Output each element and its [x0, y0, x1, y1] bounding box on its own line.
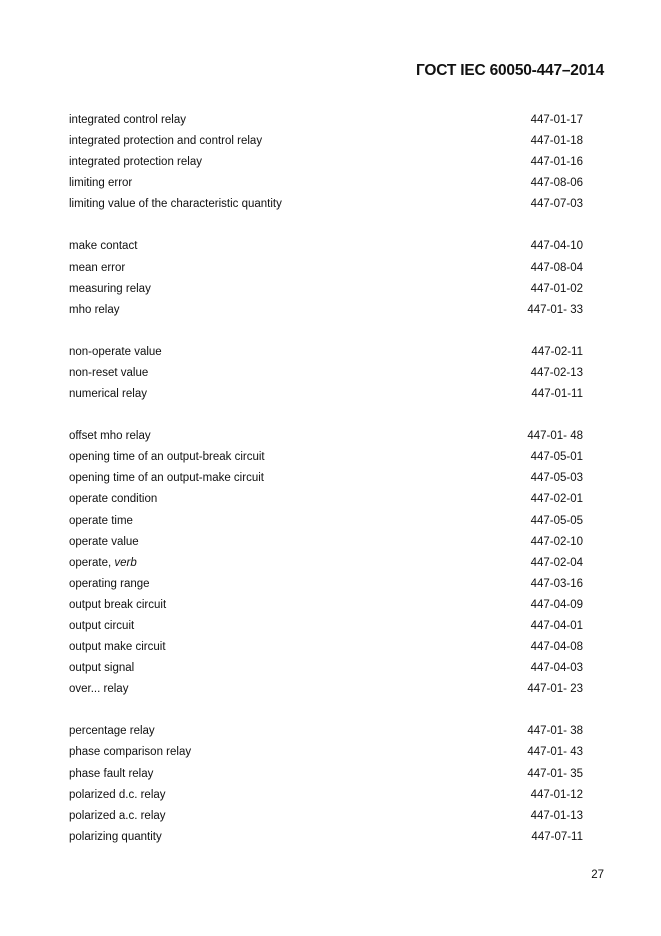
- entry-term: [69, 721, 155, 742]
- entry-code: 447-05-03: [530, 472, 583, 485]
- entry-code: 447-01-12: [530, 788, 583, 801]
- entry-term-text: offset mho relay: [69, 430, 151, 443]
- entry-term-text: operate value: [69, 535, 139, 548]
- index-entry: [69, 110, 583, 131]
- entry-term: [69, 110, 186, 131]
- entry-term-text: output signal: [69, 662, 135, 675]
- entry-term-text: output circuit: [69, 619, 135, 632]
- entry-term: [69, 384, 147, 405]
- index-entry: [69, 764, 583, 785]
- index-entry: [69, 194, 583, 215]
- entry-term-text: phase comparison relay: [69, 746, 192, 759]
- entry-term-text: integrated control relay: [69, 114, 186, 126]
- entry-term: [69, 616, 134, 637]
- entry-term: [69, 827, 162, 848]
- index-entry: [69, 637, 583, 658]
- index-entry: [69, 742, 583, 763]
- index-entry: [69, 574, 583, 595]
- index-entry: [69, 236, 583, 257]
- entry-term: [69, 658, 134, 679]
- entry-code: 447-05-05: [530, 514, 583, 527]
- index-entry: [69, 447, 583, 468]
- entry-code: 447-08-06: [530, 177, 583, 190]
- entry-code: 447-01- 33: [527, 303, 583, 316]
- entry-code: 447-01-02: [530, 282, 583, 295]
- entry-term: [69, 806, 166, 827]
- entry-term-text: operate,: [69, 556, 115, 569]
- entry-term: [69, 173, 132, 194]
- index-group: [69, 342, 583, 405]
- entry-code: 447-03-16: [530, 577, 583, 590]
- entry-term: [69, 637, 166, 658]
- entry-term-text: opening time of an output-make circuit: [69, 472, 264, 485]
- entry-term: [69, 553, 137, 574]
- entry-term-text: measuring relay: [69, 282, 151, 295]
- index-entry: [69, 827, 583, 848]
- index-group: [69, 236, 583, 320]
- entry-term-text: output make circuit: [69, 641, 166, 654]
- entry-code: 447-02-04: [530, 556, 583, 569]
- entry-term: [69, 152, 202, 173]
- index-entry: [69, 258, 583, 279]
- index-entry: [69, 363, 583, 384]
- entry-code: 447-05-01: [530, 451, 583, 464]
- entry-term-text: mean error: [69, 261, 126, 274]
- entry-term: [69, 532, 139, 553]
- entry-code: 447-01-18: [530, 135, 583, 148]
- entry-code: 447-02-11: [531, 345, 583, 358]
- entry-term-text: opening time of an output-break circuit: [69, 451, 265, 464]
- entry-term-text: non-operate value: [69, 345, 162, 358]
- entry-code: 447-08-04: [530, 261, 583, 274]
- index-group: [69, 721, 583, 848]
- index-entry: [69, 679, 583, 700]
- entry-term: [69, 300, 120, 321]
- index-entry: [69, 468, 583, 489]
- entry-code: 447-04-09: [530, 598, 583, 611]
- entry-term: [69, 426, 151, 447]
- entry-code: 447-02-13: [530, 366, 583, 379]
- entry-term: [69, 342, 162, 363]
- entry-term: [69, 194, 282, 215]
- entry-term-text: output break circuit: [69, 598, 167, 611]
- index-entry: [69, 131, 583, 152]
- entry-code: 447-04-08: [530, 641, 583, 654]
- entry-code: 447-01-11: [531, 388, 583, 401]
- entry-code: 447-01-13: [530, 809, 583, 822]
- entry-code: 447-07-11: [531, 830, 583, 843]
- entry-term-text: integrated protection and control relay: [69, 135, 263, 148]
- index-entry: [69, 279, 583, 300]
- entry-term-text: operating range: [69, 577, 150, 590]
- entry-term-text: integrated protection relay: [69, 156, 202, 169]
- entry-code: 447-07-03: [530, 198, 583, 211]
- entry-code: 447-02-01: [530, 493, 583, 506]
- entry-term-text: polarizing quantity: [69, 830, 162, 843]
- index-entry: [69, 152, 583, 173]
- entry-code: 447-01- 43: [527, 746, 583, 759]
- entry-term: [69, 785, 166, 806]
- entry-code: 447-01-16: [530, 156, 583, 169]
- entry-term-text: percentage relay: [69, 725, 155, 738]
- index-entry: [69, 173, 583, 194]
- index-entry: [69, 489, 583, 510]
- term-index: [69, 110, 583, 869]
- entry-code: 447-01- 48: [527, 430, 583, 443]
- entry-term-text: polarized a.c. relay: [69, 809, 166, 822]
- index-entry: [69, 721, 583, 742]
- entry-code: 447-04-01: [530, 619, 583, 632]
- entry-term: [69, 511, 133, 532]
- entry-term: [69, 679, 128, 700]
- document-header: ГОСТ IEC 60050-447–2014: [416, 62, 604, 79]
- index-entry: [69, 342, 583, 363]
- entry-code: 447-01-17: [530, 114, 583, 126]
- index-group: [69, 426, 583, 700]
- index-entry: [69, 595, 583, 616]
- entry-code: 447-04-03: [530, 662, 583, 675]
- entry-term-text: phase fault relay: [69, 767, 154, 780]
- entry-code: 447-01- 23: [527, 683, 583, 696]
- entry-term: [69, 764, 153, 785]
- entry-term: [69, 258, 125, 279]
- entry-term: [69, 236, 137, 257]
- entry-term-text: operate condition: [69, 493, 158, 506]
- entry-term-text: operate time: [69, 514, 133, 527]
- entry-term: [69, 489, 157, 510]
- entry-term: [69, 279, 151, 300]
- index-entry: [69, 553, 583, 574]
- entry-term: [69, 131, 262, 152]
- index-entry: [69, 616, 583, 637]
- entry-term-text: polarized d.c. relay: [69, 788, 166, 801]
- entry-term-text: numerical relay: [69, 388, 147, 401]
- index-entry: [69, 658, 583, 679]
- entry-code: 447-04-10: [530, 240, 583, 253]
- entry-term: [69, 468, 264, 489]
- entry-term: [69, 363, 148, 384]
- index-entry: [69, 384, 583, 405]
- index-entry: [69, 532, 583, 553]
- entry-code: 447-02-10: [530, 535, 583, 548]
- entry-term-text: limiting value of the characteristic quantity: [69, 198, 282, 211]
- index-entry: [69, 511, 583, 532]
- entry-code: 447-01- 35: [527, 767, 583, 780]
- index-entry: [69, 300, 583, 321]
- entry-term-text: mho relay: [69, 303, 120, 316]
- index-entry: [69, 785, 583, 806]
- entry-term: [69, 742, 191, 763]
- entry-code: 447-01- 38: [527, 725, 583, 738]
- entry-term: [69, 574, 150, 595]
- entry-term-text: make contact: [69, 240, 138, 253]
- index-group: [69, 110, 583, 215]
- entry-term-text: limiting error: [69, 177, 133, 190]
- entry-term: [69, 447, 265, 468]
- entry-term-italic: verb: [114, 556, 137, 569]
- entry-term: [69, 595, 166, 616]
- entry-term-text: non-reset value: [69, 366, 149, 379]
- index-entry: [69, 426, 583, 447]
- index-entry: [69, 806, 583, 827]
- page-number: 27: [591, 869, 604, 881]
- entry-term-text: over... relay: [69, 683, 129, 696]
